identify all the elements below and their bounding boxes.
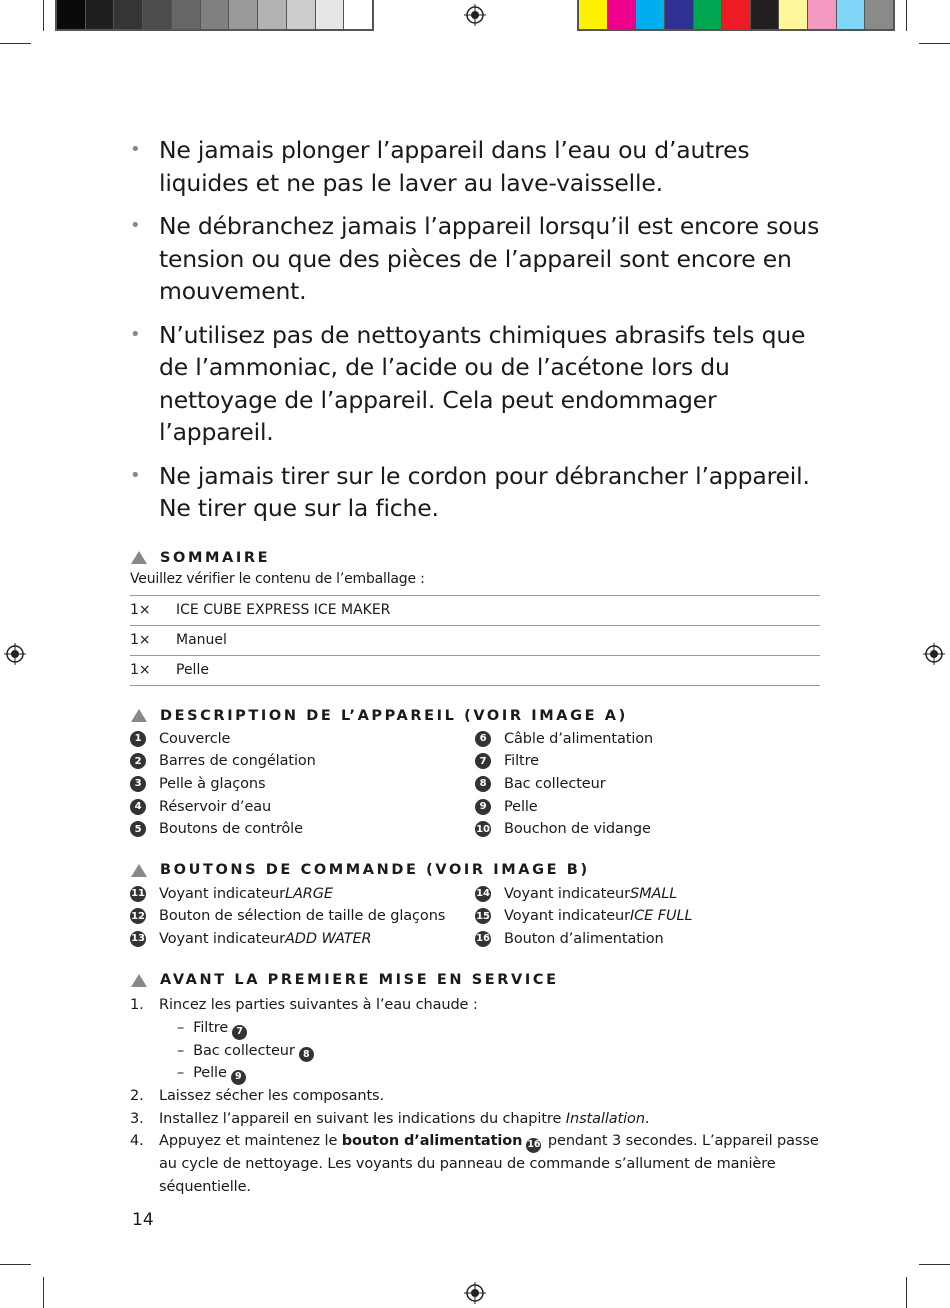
part-label: Barres de congélation <box>159 753 316 770</box>
crop-mark <box>906 1277 907 1308</box>
number-badge-icon: 14 <box>475 886 491 902</box>
warning-item <box>130 319 820 449</box>
list-item <box>130 818 475 841</box>
list-item <box>130 795 475 818</box>
controls-column-left <box>130 882 475 950</box>
number-badge-icon: 5 <box>130 821 146 837</box>
step-text: Installez l’appareil en suivant les indications du chapitre <box>159 1110 566 1127</box>
list-item <box>130 728 475 751</box>
crop-mark <box>43 0 44 31</box>
color-swatch <box>172 0 201 29</box>
registration-mark-icon <box>464 1282 486 1304</box>
registration-mark-icon <box>923 643 945 665</box>
part-label: Câble d’alimentation <box>504 730 654 747</box>
parts-column-right <box>475 728 820 841</box>
color-swatch <box>258 0 287 29</box>
step-text: Laissez sécher les composants. <box>159 1088 385 1105</box>
rinse-parts-list <box>159 1017 820 1085</box>
item-cell: Manuel <box>176 625 820 655</box>
list-item <box>475 773 820 796</box>
sub-item-label: Filtre <box>193 1019 229 1036</box>
registration-mark-icon <box>4 643 26 665</box>
color-swatch <box>344 0 372 29</box>
part-label: Pelle <box>504 798 538 815</box>
bullet-icon: • <box>130 215 141 236</box>
number-badge-icon: 11 <box>130 886 146 902</box>
number-badge-icon: 7 <box>475 753 491 769</box>
step-number: 3. <box>130 1110 144 1127</box>
step-item <box>130 1108 820 1131</box>
warning-text: N’utilisez pas de nettoyants chimiques abrasifs tels que de l’ammoniac, de l’acide ou de l’acétone lors du nettoyage de l’appareil. Cela peut endommager l’appareil. <box>159 320 806 446</box>
triangle-icon <box>131 864 147 877</box>
number-badge-icon: 13 <box>130 931 146 947</box>
list-item <box>475 818 820 841</box>
step-item <box>130 994 820 1085</box>
warning-text: Ne jamais tirer sur le cordon pour débrancher l’appareil. Ne tirer que sur la fiche. <box>159 461 810 522</box>
control-label: Voyant indicateur <box>159 885 285 902</box>
color-swatch <box>837 0 866 29</box>
list-item <box>475 928 820 951</box>
number-badge-icon: 15 <box>475 908 491 924</box>
section-title: DESCRIPTION DE L’APPAREIL (VOIR IMAGE A) <box>160 707 628 724</box>
chapter-reference: Installation <box>565 1110 645 1127</box>
package-contents-table <box>130 595 820 686</box>
number-badge-icon: 12 <box>130 908 146 924</box>
color-swatch <box>287 0 316 29</box>
controls-list <box>130 882 820 950</box>
control-label: Bouton d’alimentation <box>504 930 664 947</box>
step-item <box>130 1130 820 1198</box>
color-swatch <box>722 0 751 29</box>
color-swatch <box>665 0 694 29</box>
number-badge-icon: 7 <box>232 1025 247 1040</box>
grayscale-color-bar <box>55 0 374 31</box>
part-label: Filtre <box>504 753 539 770</box>
section-heading-description <box>130 708 820 724</box>
first-use-steps <box>130 994 820 1198</box>
bullet-icon: • <box>130 464 141 486</box>
number-badge-icon: 10 <box>475 821 491 837</box>
crop-mark <box>0 1264 31 1265</box>
registration-mark-icon <box>464 4 486 26</box>
list-item <box>475 905 820 928</box>
crop-mark <box>43 1277 44 1308</box>
color-swatch <box>579 0 608 29</box>
process-color-bar <box>577 0 895 31</box>
color-swatch <box>143 0 172 29</box>
warning-item <box>130 134 820 199</box>
color-swatch <box>808 0 837 29</box>
list-item <box>475 750 820 773</box>
part-label: Bouchon de vidange <box>504 821 651 838</box>
warning-item <box>130 460 820 525</box>
color-swatch <box>57 0 86 29</box>
table-row <box>130 625 820 655</box>
step-text: Rincez les parties suivantes à l’eau chaude : <box>159 997 478 1014</box>
control-label-emphasis: ICE FULL <box>629 908 693 925</box>
step-text-continued: pendant 3 secondes. L’appareil passe au cycle de nettoyage. Les voyants du panneau de commande s’allument de manière séquentielle. <box>159 1133 819 1195</box>
crop-mark <box>919 43 950 44</box>
list-item <box>475 728 820 751</box>
number-badge-icon: 16 <box>475 931 491 947</box>
section-heading-avant <box>130 972 820 988</box>
color-swatch <box>229 0 258 29</box>
number-badge-icon: 9 <box>231 1070 246 1085</box>
sub-item-label: Bac collecteur <box>193 1042 295 1059</box>
bullet-icon: • <box>130 323 141 345</box>
warning-text: Ne jamais plonger l’appareil dans l’eau ou d’autres liquides et ne pas le laver au lave-vaisselle. <box>159 136 750 197</box>
part-label: Boutons de contrôle <box>159 821 303 838</box>
parts-list <box>130 728 820 841</box>
step-number: 1. <box>130 997 144 1014</box>
step-item <box>130 1085 820 1108</box>
color-swatch <box>636 0 665 29</box>
number-badge-icon: 1 <box>130 731 146 747</box>
number-badge-icon: 2 <box>130 753 146 769</box>
power-button-reference: bouton d’alimentation <box>341 1133 523 1150</box>
color-swatch <box>86 0 115 29</box>
list-item <box>130 750 475 773</box>
sub-item: – Bac collecteur 8 <box>177 1040 820 1063</box>
warning-text: Ne débranchez jamais l’appareil lorsqu’il est encore sous tension ou que des pièces de l’appareil sont encore en mouvement. <box>159 212 820 305</box>
triangle-icon <box>131 551 147 564</box>
color-swatch <box>694 0 723 29</box>
part-label: Pelle à glaçons <box>159 775 266 792</box>
control-label: Voyant indicateur <box>159 930 285 947</box>
sub-item-label: Pelle <box>193 1065 227 1082</box>
quantity-cell: 1× <box>130 625 176 655</box>
number-badge-icon: 16 <box>526 1138 541 1153</box>
color-swatch <box>114 0 143 29</box>
step-text: Appuyez et maintenez le <box>159 1133 342 1150</box>
section-title: BOUTONS DE COMMANDE (VOIR IMAGE B) <box>160 862 590 879</box>
triangle-icon <box>131 709 147 722</box>
control-label-emphasis: SMALL <box>629 885 678 902</box>
table-row <box>130 655 820 685</box>
item-cell: ICE CUBE EXPRESS ICE MAKER <box>176 595 820 625</box>
color-swatch <box>751 0 780 29</box>
list-item <box>130 928 475 951</box>
page-content <box>130 134 820 1198</box>
part-label: Bac collecteur <box>504 775 606 792</box>
sub-item: – Filtre 7 <box>177 1017 820 1040</box>
crop-mark <box>919 1264 950 1265</box>
step-number: 4. <box>130 1133 144 1150</box>
section-heading-sommaire <box>130 550 820 566</box>
number-badge-icon: 8 <box>299 1047 314 1062</box>
control-label: Bouton de sélection de taille de glaçons <box>159 908 446 925</box>
control-label: Voyant indicateur <box>504 908 630 925</box>
list-item <box>475 882 820 905</box>
quantity-cell: 1× <box>130 655 176 685</box>
part-label: Réservoir d’eau <box>159 798 272 815</box>
sub-item: – Pelle 9 <box>177 1062 820 1085</box>
crop-mark <box>906 0 907 31</box>
number-badge-icon: 4 <box>130 799 146 815</box>
bullet-icon: • <box>130 139 141 160</box>
number-badge-icon: 9 <box>475 799 491 815</box>
section-title: AVANT LA PREMIERE MISE EN SERVICE <box>160 972 559 989</box>
number-badge-icon: 6 <box>475 731 491 747</box>
color-swatch <box>201 0 230 29</box>
warning-item <box>130 210 820 308</box>
item-cell: Pelle <box>176 655 820 685</box>
table-row <box>130 595 820 625</box>
crop-mark <box>0 43 31 44</box>
list-item <box>130 882 475 905</box>
color-swatch <box>779 0 808 29</box>
control-label-emphasis: ADD WATER <box>284 930 372 947</box>
section-title: SOMMAIRE <box>160 549 271 566</box>
list-item <box>475 795 820 818</box>
list-item <box>130 905 475 928</box>
color-swatch <box>316 0 345 29</box>
package-contents-intro: Veuillez vérifier le contenu de l’emballage : <box>130 570 425 587</box>
color-swatch <box>608 0 637 29</box>
color-swatch <box>865 0 893 29</box>
quantity-cell: 1× <box>130 595 176 625</box>
control-label: Voyant indicateur <box>504 885 630 902</box>
parts-column-left <box>130 728 475 841</box>
step-text-end: . <box>644 1110 650 1127</box>
triangle-icon <box>131 974 147 987</box>
page-number: 14 <box>132 1210 154 1230</box>
control-label-emphasis: LARGE <box>284 885 333 902</box>
section-heading-commande <box>130 862 820 878</box>
part-label: Couvercle <box>159 730 231 747</box>
safety-warnings-list <box>130 134 820 525</box>
step-number: 2. <box>130 1088 144 1105</box>
list-item <box>130 773 475 796</box>
number-badge-icon: 3 <box>130 776 146 792</box>
number-badge-icon: 8 <box>475 776 491 792</box>
controls-column-right <box>475 882 820 950</box>
